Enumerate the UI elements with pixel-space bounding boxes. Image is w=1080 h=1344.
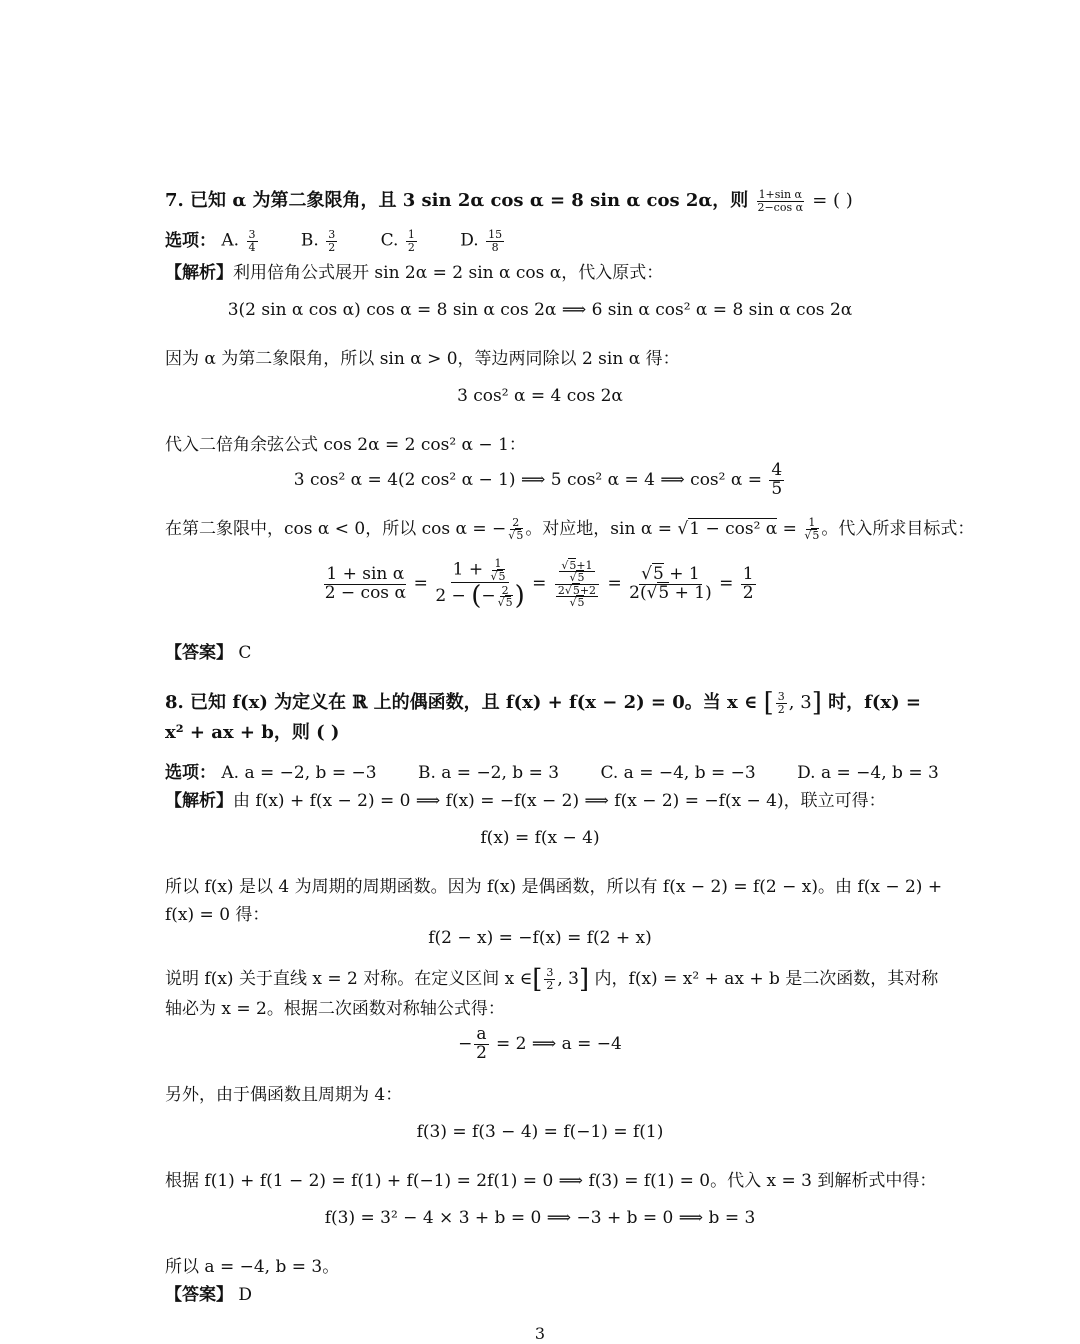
q7-sin-fraction: $\frac{1}{√5}$	[804, 516, 820, 542]
q7-eq4-fraction-4: $\frac{√5 + 1}{2(√5 + 1)}$	[629, 563, 712, 603]
q7-option-d: D. $\frac{15}{8}$	[460, 228, 503, 254]
q8-options-label: 选项：	[165, 763, 216, 783]
q8-equation-3: − $\frac{a}{2}$ = 2 ⟹ a = −4	[458, 1024, 622, 1063]
q7-equation-4: $\frac{\text{1 + sin α}}{\text{2 − cos α}}$ = 1 + $\frac{1}{√5}$ 2 − (− $\frac{2}{√5}$ ) = $\frac{\frac{√5+1}{√5}}{\frac{2√5+2}{√5}}$ = $\frac{√5 + 1}{2(√5 + 1)}$ = $\frac{1}{2}$	[324, 557, 754, 612]
q8-line-3a: 说明 f(x) 关于直线 x = 2 对称。在定义区间 x ∈[ $\frac{3}{2}$ , 3] 内，f(x) = x² + ax + b 是二次函数，其对称	[165, 964, 939, 995]
q7-sqrt-expression: 1 − cos² α	[689, 519, 778, 539]
q8-option-a: A. a = −2, b = −3	[221, 763, 377, 783]
q7-line-4: 在第二象限中，cos α < 0，所以 cos α = − $\frac{2}{√5}$ 。对应地，sin α = √1 − cos² α = $\frac{1}{√5}$ 。代入所求目标式：	[165, 516, 975, 542]
q7-header-fraction: $\frac{\text{1+sin α}}{\text{2−cos α}}$	[757, 187, 804, 214]
q7-analysis-label: 【解析】	[165, 263, 233, 283]
q7-cos-fraction: $\frac{2}{√5}$	[508, 516, 524, 542]
q7-header-text: 7. 已知 α 为第二象限角，且 3 sin 2α cos α = 8 sin α cos 2α，则	[165, 190, 749, 211]
q8-equation-5: f(3) = 3² − 4 × 3 + b = 0 ⟹ −3 + b = 0 ⟹ b = 3	[324, 1208, 756, 1228]
q8-equation-3-fraction: $\frac{a}{2}$	[476, 1024, 487, 1063]
q8-answer-value: D	[238, 1285, 253, 1305]
q7-equation-2: 3 cos² α = 4 cos 2α	[457, 386, 623, 406]
q8-line-4: 另外，由于偶函数且周期为 4：	[165, 1085, 403, 1105]
q7-line-2: 因为 α 为第二象限角，所以 sin α > 0，等边两同除以 2 sin α 得：	[165, 349, 680, 369]
q7-header-tail: = ( )	[812, 190, 853, 211]
q8-header-line-2: x² + ax + b，则 ( )	[165, 722, 340, 743]
q8-line-2a: 所以 f(x) 是以 4 为周期的周期函数。因为 f(x) 是偶函数，所以有 f(x − 2) = f(2 − x)。由 f(x − 2) +	[165, 877, 943, 897]
q7-answer	[165, 638, 251, 663]
q8-answer	[165, 1280, 252, 1305]
q8-option-d: D. a = −4, b = 3	[797, 763, 939, 783]
q8-equation-4: f(3) = f(3 − 4) = f(−1) = f(1)	[416, 1122, 664, 1142]
q7-options	[165, 226, 542, 254]
q7-eq4-fraction-2: 1 + $\frac{1}{√5}$ 2 − (− $\frac{2}{√5}$ )	[435, 557, 525, 612]
q8-option-c: C. a = −4, b = −3	[600, 763, 756, 783]
q8-line-5: 根据 f(1) + f(1 − 2) = f(1) + f(−1) = 2f(1) = 0 ⟹ f(3) = f(1) = 0。代入 x = 3 到解析式中得：	[165, 1171, 937, 1191]
q7-line-3: 代入二倍角余弦公式 cos 2α = 2 cos² α − 1：	[165, 435, 526, 455]
q8-equation-1: f(x) = f(x − 4)	[480, 828, 600, 848]
q8-equation-2: f(2 − x) = −f(x) = f(2 + x)	[428, 928, 652, 948]
q8-answer-label: 【答案】	[165, 1285, 233, 1305]
q7-eq4-fraction-3: $\frac{\frac{√5+1}{√5}}{\frac{2√5+2}{√5}}$	[554, 560, 600, 609]
q7-eq4-result: $\frac{1}{2}$	[742, 563, 754, 603]
q7-equation-3-fraction: $\frac{4}{5}$	[771, 460, 783, 499]
q7-equation-3: 3 cos² α = 4(2 cos² α − 1) ⟹ 5 cos² α = 4 ⟹ cos² α = $\frac{4}{5}$	[293, 460, 783, 499]
q7-answer-value: C	[238, 643, 252, 663]
page-number: 3	[534, 1324, 546, 1343]
q8-analysis-label: 【解析】	[165, 791, 233, 811]
q7-option-a: A. $\frac{3}{4}$	[221, 228, 256, 254]
q8-header-line-1: 8. 已知 f(x) 为定义在 ℝ 上的偶函数，且 f(x) + f(x − 2) = 0。当 x ∈ [ $\frac{3}{2}$ , 3] 时，f(x) =	[165, 688, 921, 718]
q8-line-6: 所以 a = −4, b = 3。	[165, 1257, 340, 1277]
q7-answer-label: 【答案】	[165, 643, 233, 663]
q8-line-3b: 轴必为 x = 2。根据二次函数对称轴公式得：	[165, 999, 505, 1019]
q7-equation-1: 3(2 sin α cos α) cos α = 8 sin α cos 2α ⟹ 6 sin α cos² α = 8 sin α cos 2α	[227, 300, 853, 320]
q8-options	[165, 758, 975, 783]
q8-option-b: B. a = −2, b = 3	[417, 763, 560, 783]
q8-analysis-intro: 【解析】由 f(x) + f(x − 2) = 0 ⟹ f(x) = −f(x − 2) ⟹ f(x − 2) = −f(x − 4)，联立可得：	[165, 791, 886, 811]
q7-options-label: 选项：	[165, 231, 216, 251]
q7-option-c: C. $\frac{1}{2}$	[380, 228, 415, 254]
q7-header	[165, 186, 853, 213]
q8-line-2b: f(x) = 0 得：	[165, 905, 270, 925]
q7-analysis-intro: 【解析】利用倍角公式展开 sin 2α = 2 sin α cos α，代入原式：	[165, 263, 664, 283]
q7-option-b: B. $\frac{3}{2}$	[300, 228, 336, 254]
q7-eq4-fraction-1: $\frac{\text{1 + sin α}}{\text{2 − cos α}}$	[324, 563, 406, 603]
